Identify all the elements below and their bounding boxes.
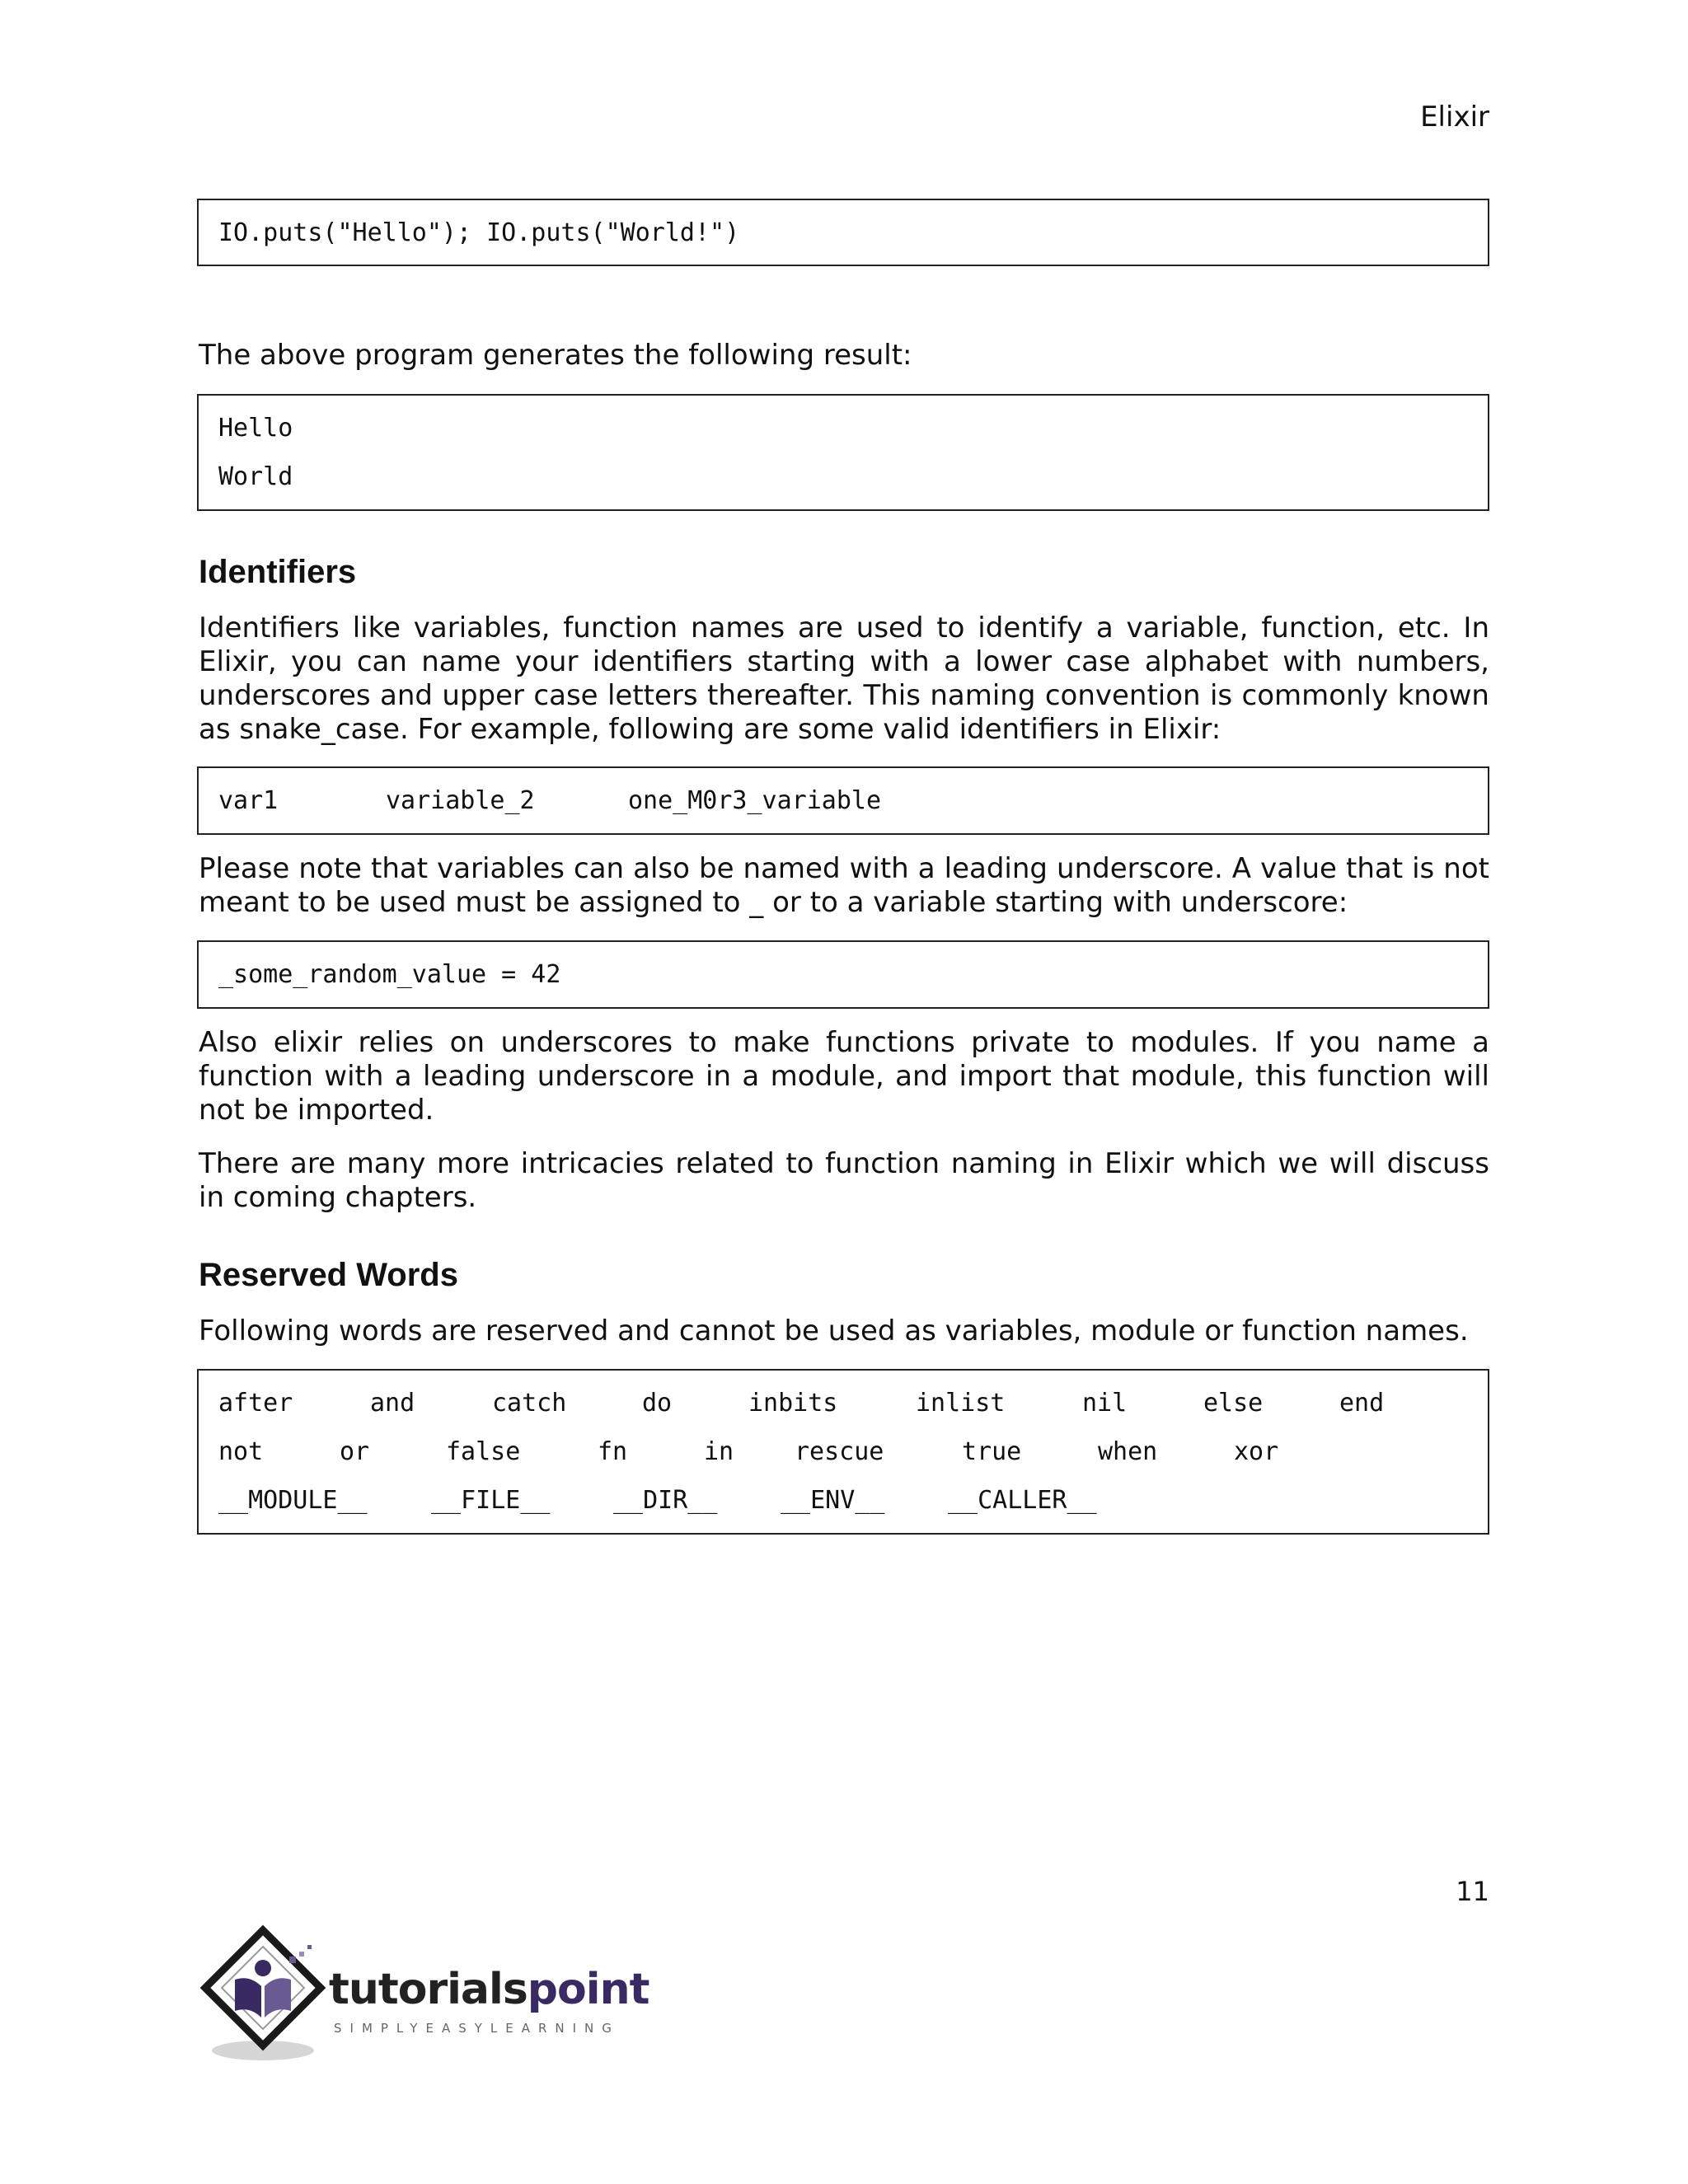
code-line (218, 776, 1468, 825)
reserved-word: __ENV__ (781, 1486, 885, 1515)
logo-mark-icon (197, 1920, 345, 2069)
identifier-example: var1 (218, 786, 279, 815)
reserved-row (218, 1476, 1468, 1525)
code-line: _some_random_value = 42 (218, 960, 561, 989)
result-intro-text: The above program generates the following result: (199, 339, 912, 372)
logo-tagline: SIMPLYEASYLEARNING (334, 2021, 620, 2036)
reserved-word: fn (598, 1437, 628, 1466)
reserved-word: xor (1234, 1437, 1279, 1466)
reserved-word: __CALLER__ (948, 1486, 1097, 1515)
reserved-word: and (370, 1389, 415, 1418)
heading-reserved-words: Reserved Words (199, 1257, 458, 1293)
reserved-word: in (704, 1437, 734, 1466)
reserved-word: or (340, 1437, 370, 1466)
reserved-word: __FILE__ (431, 1486, 551, 1515)
tutorialspoint-logo (197, 1920, 659, 2069)
reserved-word: not (218, 1437, 264, 1466)
code-block-underscore (197, 940, 1489, 1009)
reserved-word: else (1203, 1389, 1264, 1418)
code-block-puts (197, 199, 1489, 266)
reserved-row (218, 1427, 1468, 1476)
reserved-word: true (962, 1437, 1022, 1466)
reserved-word: end (1339, 1389, 1385, 1418)
reserved-word: __MODULE__ (218, 1486, 368, 1515)
underscore-note-paragraph: Please note that variables can also be named with a leading underscore. A value that is not meant to be used must be assigned to _ or to a variable starting with underscore: (199, 852, 1489, 919)
logo-wordmark (329, 1965, 649, 2014)
reserved-row (218, 1379, 1468, 1427)
private-functions-paragraph: Also elixir relies on underscores to make functions private to modules. If you name a function with a leading underscore in a module, and import that module, this function will not be imported. (199, 1026, 1489, 1127)
reserved-word: rescue (795, 1437, 884, 1466)
identifier-example: one_M0r3_variable (628, 786, 882, 815)
reserved-words-block (197, 1369, 1489, 1535)
reserved-word: catch (492, 1389, 567, 1418)
reserved-word: after (218, 1389, 293, 1418)
reserved-word: inbits (748, 1389, 838, 1418)
reserved-intro-paragraph: Following words are reserved and cannot be used as variables, module or function names. (199, 1315, 1469, 1347)
code-block-identifier-examples (197, 766, 1489, 835)
intricacies-paragraph: There are many more intricacies related to function naming in Elixir which we will discuss in coming chapters. (199, 1147, 1489, 1214)
heading-identifiers: Identifiers (199, 554, 357, 590)
logo-wordmark-accent: point (527, 1965, 649, 2014)
reserved-word: do (642, 1389, 673, 1418)
reserved-word: when (1098, 1437, 1158, 1466)
code-line: IO.puts("Hello"); IO.puts("World!") (218, 218, 740, 247)
logo-wordmark-main: tutorials (329, 1965, 528, 2014)
running-header: Elixir (1420, 101, 1489, 134)
output-block (197, 394, 1489, 511)
reserved-word: __DIR__ (613, 1486, 718, 1515)
identifier-example: variable_2 (386, 786, 535, 815)
reserved-word: nil (1082, 1389, 1128, 1418)
output-line: Hello (218, 414, 293, 443)
identifiers-paragraph: Identifiers like variables, function names are used to identify a variable, function, etc. In Elixir, you can name your identifiers starting with a lower case alphabet with numbers, underscores and upper case letters thereafter. This naming convention is commonly known as snake_case. For example, following are some valid identifiers in Elixir: (199, 612, 1489, 746)
reserved-word: inlist (916, 1389, 1006, 1418)
page-number: 11 (1456, 1876, 1489, 1907)
output-line: World (218, 462, 293, 491)
reserved-word: false (446, 1437, 521, 1466)
